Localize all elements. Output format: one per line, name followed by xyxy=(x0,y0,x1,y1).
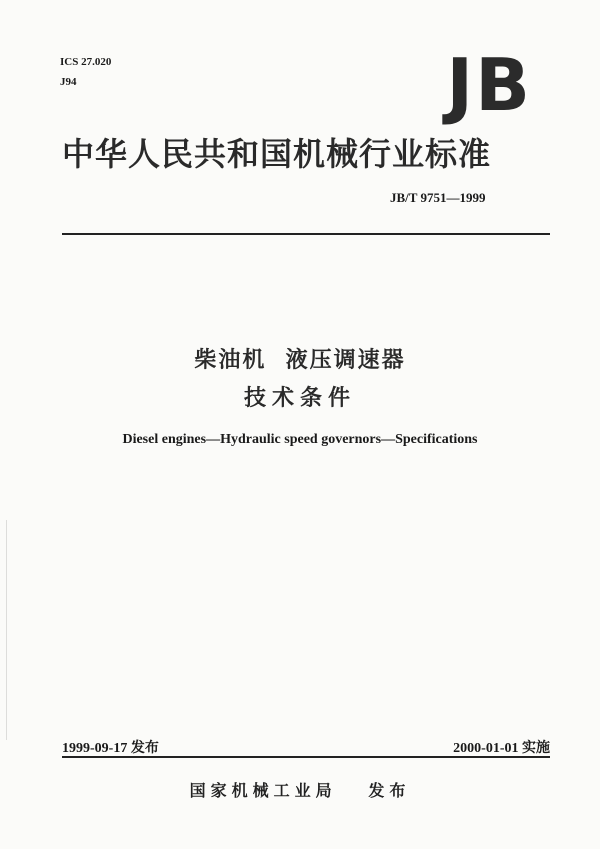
header-divider xyxy=(62,233,550,235)
document-title-en: Diesel engines—Hydraulic speed governors—Specifications xyxy=(122,432,478,447)
jb-logo: JB xyxy=(446,43,532,127)
implementation-date: 2000-01-01 实施 xyxy=(453,741,550,756)
ccs-code: J94 xyxy=(60,76,77,88)
ics-code: ICS 27.020 xyxy=(60,56,112,68)
standard-title: 中华人民共和国机械行业标准 xyxy=(62,135,492,173)
document-title-cn-line2: 技术条件 xyxy=(243,386,356,411)
standard-code: JB/T 9751—1999 xyxy=(390,190,486,205)
document-title-cn-line1: 柴油机 液压调速器 xyxy=(194,348,406,373)
issue-date: 1999-09-17 发布 xyxy=(62,741,159,756)
footer-divider xyxy=(62,756,550,758)
issuing-authority: 国家机械工业局 发布 xyxy=(189,781,411,800)
scan-edge-mark xyxy=(6,520,7,740)
classification-block xyxy=(60,52,111,92)
